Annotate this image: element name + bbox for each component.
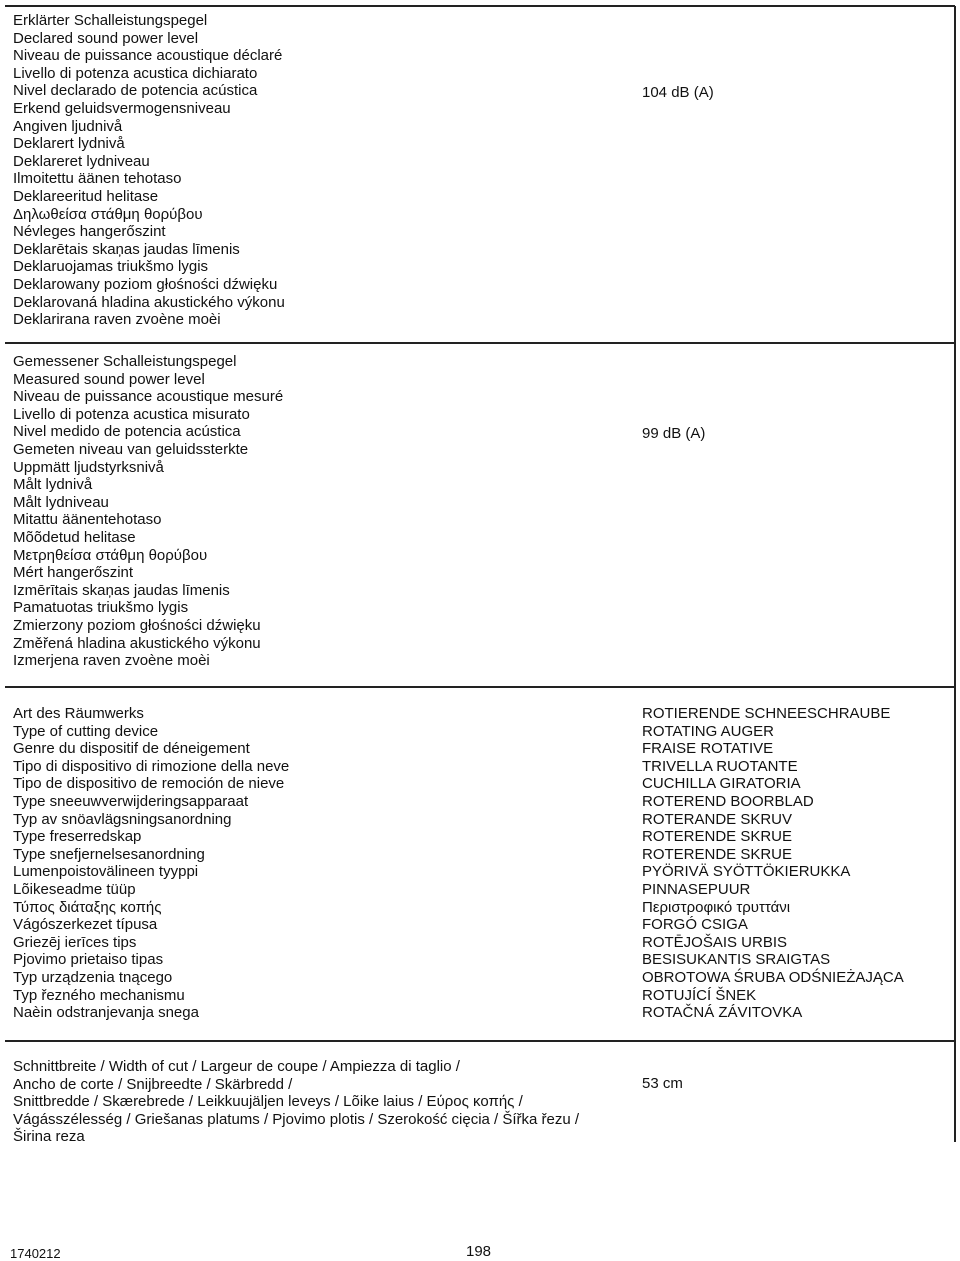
- value-line: BESISUKANTIS SRAIGTAS: [642, 951, 831, 969]
- section-divider-1: [5, 342, 955, 344]
- value-line: ROTĒJOŠAIS URBIS: [642, 933, 788, 951]
- label-line: Snittbredde / Skærebrede / Leikkuujäljen leveys / Lõike laius / Εύρος κοπής /: [13, 1093, 523, 1111]
- label-line: Genre du dispositif de déneigement: [13, 740, 250, 758]
- label-line: Art des Räumwerks: [13, 705, 144, 722]
- label-line: Type sneeuwverwijderingsapparaat: [13, 792, 249, 810]
- label-line: Pjovimo prietaiso tipas: [13, 951, 164, 969]
- cutting-device-values: [642, 705, 904, 1022]
- label-line: Zmierzony poziom głośności dźwięku: [13, 616, 261, 634]
- value-line: ROTAČNÁ ZÁVITOVKA: [642, 1004, 803, 1022]
- label-line: Pamatuotas triukšmo lygis: [13, 599, 189, 617]
- label-line: Deklaruojamas triukšmo lygis: [13, 258, 209, 276]
- label-line: Lumenpoistovälineen tyyppi: [13, 863, 199, 881]
- label-line: Ilmoitettu äänen tehotaso: [13, 170, 182, 188]
- label-line: Nivel medido de potencia acústica: [13, 423, 241, 441]
- label-line: Deklarētais skaņas jaudas līmenis: [13, 240, 240, 258]
- label-line: Mõõdetud helitase: [13, 528, 136, 546]
- label-line: Deklarovaná hladina akustického výkonu: [13, 293, 285, 311]
- label-line: Livello di potenza acustica dichiarato: [13, 64, 258, 82]
- label-line: Lõikeseadme tüüp: [13, 880, 136, 898]
- declared-sound-power-labels: [13, 12, 633, 329]
- label-line: Deklareret lydniveau: [13, 152, 150, 170]
- label-line: Målt lydniveau: [13, 493, 109, 511]
- value-line: ROTEREND BOORBLAD: [642, 792, 814, 810]
- value-line: OBROTOWA ŚRUBA ODŚNIEŻAJĄCA: [642, 968, 904, 986]
- label-line: Uppmätt ljudstyrksnivå: [13, 458, 164, 476]
- measured-sound-power-value: 99 dB (A): [642, 425, 706, 442]
- value-line: Περιστροφικό τρυττάνι: [642, 898, 791, 916]
- label-line: Mitattu äänentehotaso: [13, 511, 162, 529]
- measured-sound-power-labels: [13, 353, 633, 670]
- label-line: Type snefjernelsesanordning: [13, 845, 205, 863]
- label-line: Deklarowany poziom głośności dźwięku: [13, 275, 278, 293]
- value-line: PINNASEPUUR: [642, 880, 751, 898]
- label-line: Tipo di dispositivo di rimozione della neve: [13, 757, 290, 775]
- label-line: Gemessener Schalleistungspegel: [13, 353, 237, 370]
- value-line: TRIVELLA RUOTANTE: [642, 757, 798, 775]
- value-line: ROTIERENDE SCHNEESCHRAUBE: [642, 705, 891, 722]
- label-line: Změřená hladina akustického výkonu: [13, 634, 261, 652]
- label-line: Erklärter Schalleistungspegel: [13, 12, 208, 29]
- label-line: Deklarirana raven zvoène moèi: [13, 311, 221, 329]
- label-line: Niveau de puissance acoustique déclaré: [13, 47, 283, 65]
- label-line: Nivel declarado de potencia acústica: [13, 82, 258, 100]
- section-divider-3: [5, 1040, 955, 1042]
- value-line: FORGÓ CSIGA: [642, 916, 748, 934]
- label-line: Niveau de puissance acoustique mesuré: [13, 388, 284, 406]
- label-line: Izmērītais skaņas jaudas līmenis: [13, 581, 230, 599]
- label-line: Gemeten niveau van geluidssterkte: [13, 440, 249, 458]
- label-line: Névleges hangerőszint: [13, 223, 166, 241]
- label-line: Izmerjena raven zvoène moèi: [13, 652, 210, 670]
- label-line: Griezēj ierīces tips: [13, 933, 137, 951]
- label-line: Declared sound power level: [13, 29, 199, 47]
- cutting-device-labels: [13, 705, 633, 1022]
- label-line: Δηλωθείσα στάθμη θορύβου: [13, 205, 203, 223]
- label-line: Vágásszélesség / Griešanas platums / Pjovimo plotis / Szerokość cięcia / Šířka řezu /: [13, 1110, 580, 1128]
- label-line: Ancho de corte / Snijbreedte / Skärbredd /: [13, 1075, 293, 1093]
- label-line: Vágószerkezet típusa: [13, 916, 158, 934]
- value-line: ROTATING AUGER: [642, 722, 774, 740]
- label-line: Naèin odstranjevanja snega: [13, 1004, 199, 1022]
- document-number: 1740212: [10, 1246, 61, 1261]
- label-line: Målt lydnivå: [13, 476, 93, 494]
- label-line: Typ av snöavlägsningsanordning: [13, 810, 232, 828]
- label-line: Mért hangerőszint: [13, 564, 134, 582]
- label-line: Schnittbreite / Width of cut / Largeur de coupe / Ampiezza di taglio /: [13, 1058, 460, 1075]
- right-border: [954, 6, 956, 1142]
- value-line: ROTERENDE SKRUE: [642, 845, 793, 863]
- label-line: Type freserredskap: [13, 828, 142, 846]
- label-line: Širina reza: [13, 1128, 85, 1146]
- width-of-cut-value: 53 cm: [642, 1075, 683, 1092]
- section-divider-2: [5, 686, 955, 688]
- value-line: FRAISE ROTATIVE: [642, 740, 774, 758]
- label-line: Angiven ljudnivå: [13, 117, 123, 135]
- label-line: Τύπος διάταξης κοπής: [13, 898, 162, 916]
- top-border: [5, 5, 955, 7]
- label-line: Erkend geluidsvermogensniveau: [13, 99, 231, 117]
- value-line: PYÖRIVÄ SYÖTTÖKIERUKKA: [642, 863, 851, 881]
- label-line: Deklareeritud helitase: [13, 187, 159, 205]
- width-of-cut-labels: [13, 1058, 633, 1146]
- label-line: Typ urządzenia tnącego: [13, 968, 173, 986]
- label-line: Typ řezného mechanismu: [13, 986, 185, 1004]
- value-line: ROTERENDE SKRUE: [642, 828, 793, 846]
- label-line: Μετρηθείσα στάθμη θορύβου: [13, 546, 208, 564]
- value-line: ROTERANDE SKRUV: [642, 810, 793, 828]
- label-line: Type of cutting device: [13, 722, 159, 740]
- label-line: Measured sound power level: [13, 370, 205, 388]
- value-line: ROTUJÍCÍ ŠNEK: [642, 986, 757, 1004]
- page-number: 198: [466, 1243, 492, 1260]
- label-line: Deklarert lydnivå: [13, 135, 125, 153]
- label-line: Tipo de dispositivo de remoción de nieve: [13, 775, 285, 793]
- declared-sound-power-value: 104 dB (A): [642, 84, 714, 101]
- label-line: Livello di potenza acustica misurato: [13, 405, 250, 423]
- value-line: CUCHILLA GIRATORIA: [642, 775, 801, 793]
